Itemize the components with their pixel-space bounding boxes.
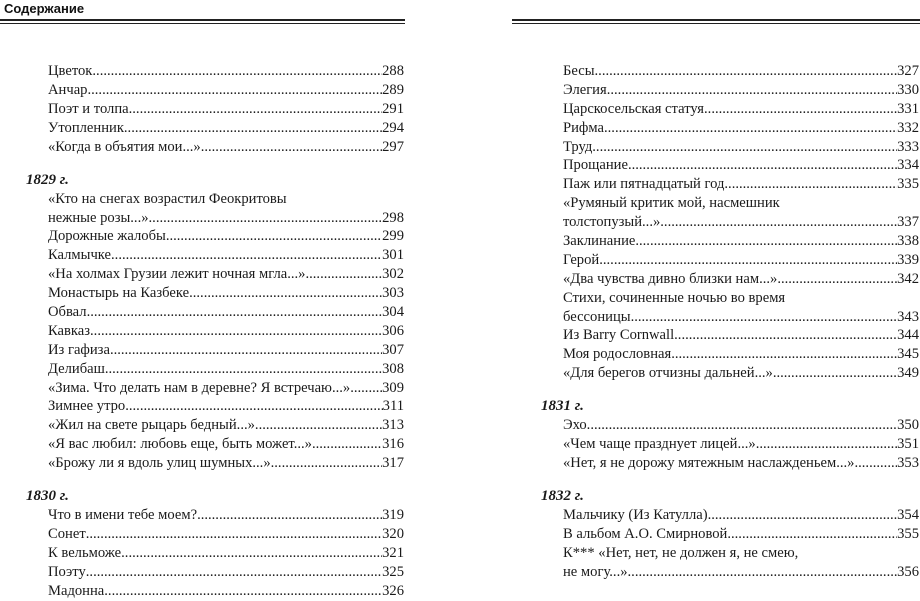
toc-entry-page: 355 [897,526,919,543]
toc-entry-title: Калмычке [48,247,112,264]
toc-entry[interactable] [563,100,919,119]
toc-entry[interactable] [563,251,919,270]
dot-leader [271,454,382,473]
toc-entry-page: 317 [382,455,404,472]
toc-entry-title: Поэту [48,563,86,580]
toc-entry-title: Герой [563,251,600,268]
toc-entry-page: 301 [382,247,404,264]
section-gap [48,473,404,487]
year-heading: 1831 г. [541,398,584,415]
toc-entry-page: 297 [382,138,404,155]
toc-entry-title: «Зима. Что делать нам в деревне? Я встречаю...» [48,379,351,396]
dot-leader [129,100,382,119]
dot-leader [121,544,382,563]
toc-entry[interactable] [563,345,919,364]
toc-entry-page: 350 [897,417,919,434]
dot-leader [777,270,897,289]
toc-entry-title: Прощание [563,157,628,174]
toc-entry[interactable] [563,232,919,251]
dot-leader [86,563,382,582]
toc-entry-title: Монастырь на Казбеке [48,285,190,302]
toc-entry-title: Поэт и толпа [48,100,129,117]
toc-entry-title: Паж или пятнадцатый год [563,176,725,193]
toc-entry-title: «Жил на свете рыцарь бедный...» [48,417,255,434]
toc-entry-page: 338 [897,233,919,250]
toc-entry[interactable] [48,397,404,416]
toc-entry-page: 343 [897,308,919,325]
running-head: Содержание [4,1,85,16]
dot-leader [90,322,382,341]
toc-entry-page: 321 [382,544,404,561]
toc-entry[interactable] [48,284,404,303]
toc-entry-title: Из гафиза [48,341,110,358]
dot-leader [110,341,382,360]
dot-leader [149,209,383,228]
dot-leader [727,525,897,544]
toc-entry-title: Эхо [563,417,587,434]
toc-entry-title: Кавказ [48,322,91,339]
dot-leader [87,303,383,322]
toc-entry[interactable] [563,454,919,473]
toc-entry[interactable] [48,322,404,341]
toc-entry[interactable] [48,360,404,379]
toc-entry[interactable] [48,138,404,157]
toc-entry[interactable] [48,341,404,360]
toc-entry[interactable] [48,525,404,544]
dot-leader [111,246,382,265]
toc-entry[interactable] [563,270,919,289]
dot-leader [201,138,382,157]
toc-entry[interactable] [563,506,919,525]
toc-entry[interactable] [48,379,404,398]
dot-leader [674,326,897,345]
toc-entry-page: 319 [382,507,404,524]
header-rule-thin-right [512,23,920,24]
toc-entry-page: 337 [897,214,919,231]
toc-entry-page: 326 [382,582,404,599]
section-gap [48,156,404,170]
toc-entry-title-line1: Стихи, сочиненные ночью во время [563,289,786,306]
toc-entry-page: 304 [382,303,404,320]
toc-entry-page: 303 [382,285,404,302]
year-heading: 1832 г. [541,488,584,505]
toc-entry-page: 332 [897,119,919,136]
toc-entry[interactable] [563,81,919,100]
toc-entry-title: «Два чувства дивно близки нам...» [563,270,778,287]
toc-entry-title: Зимнее утро [48,398,126,415]
toc-entry-title: К вельможе [48,544,122,561]
dot-leader [305,265,382,284]
toc-entry-title: Моя родословная [563,346,672,363]
header-rule-thick [0,19,405,21]
toc-entry[interactable] [563,119,919,138]
toc-entry-page: 313 [382,417,404,434]
toc-entry-page: 330 [897,81,919,98]
toc-entry-page: 351 [897,436,919,453]
toc-entry-title: Мадонна [48,582,105,599]
toc-entry-title: «Чем чаще празднует лицей...» [563,436,756,453]
toc-entry-title: Утопленник [48,119,124,136]
dot-leader [724,175,897,194]
dot-leader [124,119,382,138]
toc-entry-title: Дорожные жалобы [48,228,166,245]
toc-entry[interactable] [48,246,404,265]
toc-entry-page: 331 [897,100,919,117]
toc-entry-page: 349 [897,365,919,382]
toc-entry-title: В альбом А.О. Смирновой [563,526,728,543]
toc-entry-title: «Для берегов отчизны дальней...» [563,365,773,382]
toc-entry-title: не могу...» [563,563,628,580]
dot-leader [607,81,897,100]
toc-entry-page: 299 [382,228,404,245]
toc-entry-page: 353 [897,455,919,472]
year-heading: 1829 г. [26,171,69,188]
dot-leader [197,506,382,525]
toc-entry[interactable] [563,416,919,435]
toc-entry-title: «На холмах Грузии лежит ночная мгла...» [48,266,306,283]
toc-entry-title: «Брожу ли я вдоль улиц шумных...» [48,455,271,472]
toc-entry-page: 335 [897,176,919,193]
dot-leader [255,416,382,435]
right-page [460,0,920,591]
toc-entry-page: 339 [897,251,919,268]
dot-leader [592,138,897,157]
dot-leader [350,379,382,398]
toc-entry[interactable] [48,190,404,228]
toc-entry[interactable] [48,435,404,454]
dot-leader [773,364,897,383]
toc-left-column [26,62,404,601]
toc-entry[interactable] [563,525,919,544]
toc-entry-title: Царскосельская статуя [563,100,705,117]
dot-leader [628,156,897,175]
dot-leader [635,232,897,251]
toc-entry[interactable] [563,156,919,175]
toc-entry-title: «Я вас любил: любовь еще, быть может...» [48,436,312,453]
toc-entry-page: 298 [382,209,404,226]
dot-leader [671,345,897,364]
toc-entry-title: «Когда в объятия мои...» [48,138,201,155]
toc-entry-page: 308 [382,360,404,377]
dot-leader [704,100,897,119]
toc-entry[interactable] [48,119,404,138]
toc-entry[interactable] [48,454,404,473]
dot-leader [166,227,382,246]
header-rule-thick-right [512,19,920,21]
toc-entry[interactable] [563,62,919,81]
toc-entry-title: Делибаш [48,360,105,377]
dot-leader [105,360,382,379]
toc-entry-page: 327 [897,63,919,79]
toc-entry-page: 302 [382,266,404,283]
dot-leader [756,435,897,454]
toc-entry-title: Элегия [563,81,607,98]
toc-entry[interactable] [48,303,404,322]
dot-leader [87,81,382,100]
dot-leader [854,454,897,473]
toc-entry-title: Из Barry Cornwall [563,327,675,344]
toc-entry-title-line1: К*** «Нет, нет, не должен я, не смею, [563,544,799,561]
toc-entry[interactable] [563,364,919,383]
toc-entry[interactable] [563,435,919,454]
header-rule-thin [0,23,405,24]
dot-leader [599,251,897,270]
toc-entry-page: 306 [382,322,404,339]
dot-leader [660,213,897,232]
toc-entry-page: 309 [382,379,404,396]
toc-entry-title: Анчар [48,81,88,98]
toc-entry-page: 344 [897,327,919,344]
toc-entry-page: 342 [897,270,919,287]
toc-entry[interactable] [48,563,404,582]
toc-entry[interactable] [48,265,404,284]
dot-leader [595,62,898,81]
left-page [0,0,460,599]
toc-entry-page: 294 [382,119,404,136]
dot-leader [631,308,898,327]
year-heading: 1830 г. [26,488,69,505]
toc-entry[interactable] [48,81,404,100]
dot-leader [86,525,382,544]
dot-leader [312,435,382,454]
toc-entry-title: «Нет, я не дорожу мятежным наслажденьем...» [563,455,855,472]
toc-entry-title: Обвал [48,303,87,320]
toc-entry-page: 325 [382,563,404,580]
dot-leader [708,506,898,525]
dot-leader [92,62,382,81]
toc-entry[interactable] [48,227,404,246]
toc-entry[interactable] [563,138,919,157]
toc-entry-title: толстопузый...» [563,214,661,231]
toc-entry[interactable] [563,194,919,232]
toc-entry[interactable] [563,544,919,582]
toc-entry-title: Рифма [563,119,604,136]
dot-leader [104,582,382,601]
toc-entry-page: 307 [382,341,404,358]
toc-entry-page: 316 [382,436,404,453]
toc-entry-page: 354 [897,507,919,524]
section-gap [563,473,919,487]
toc-entry-title: бессоницы [563,308,631,325]
toc-entry[interactable] [48,582,404,601]
toc-entry-title: Цветок [48,63,93,79]
toc-entry-title-line1: «Кто на снегах возрастил Феокритовы [48,190,287,207]
dot-leader [125,397,382,416]
toc-entry-title: Мальчику (Из Катулла) [563,507,708,524]
toc-entry[interactable] [48,506,404,525]
toc-right-column [541,62,919,582]
toc-entry[interactable] [48,416,404,435]
toc-entry-title: нежные розы...» [48,209,149,226]
dot-leader [189,284,382,303]
toc-entry[interactable] [48,544,404,563]
toc-entry[interactable] [563,175,919,194]
toc-entry-title-line1: «Румяный критик мой, насмешник [563,195,780,212]
toc-entry[interactable] [563,326,919,345]
dot-leader [628,563,898,582]
toc-entry[interactable] [563,289,919,327]
toc-entry-page: 333 [897,138,919,155]
dot-leader [587,416,897,435]
toc-entry[interactable] [48,62,404,81]
toc-entry-title: Бесы [563,63,595,79]
toc-entry-page: 311 [382,398,404,415]
toc-entry-page: 291 [382,100,404,117]
toc-entry-title: Заклинание [563,233,636,250]
dot-leader [604,119,897,138]
toc-entry-page: 320 [382,526,404,543]
toc-entry[interactable] [48,100,404,119]
toc-entry-title: Труд [563,138,593,155]
toc-entry-title: Что в имени тебе моем? [48,507,198,524]
toc-entry-page: 345 [897,346,919,363]
toc-entry-page: 288 [382,63,404,79]
toc-entry-page: 334 [897,157,919,174]
toc-entry-title: Сонет [48,526,86,543]
section-gap [563,383,919,397]
toc-entry-page: 289 [382,81,404,98]
toc-entry-page: 356 [897,563,919,580]
